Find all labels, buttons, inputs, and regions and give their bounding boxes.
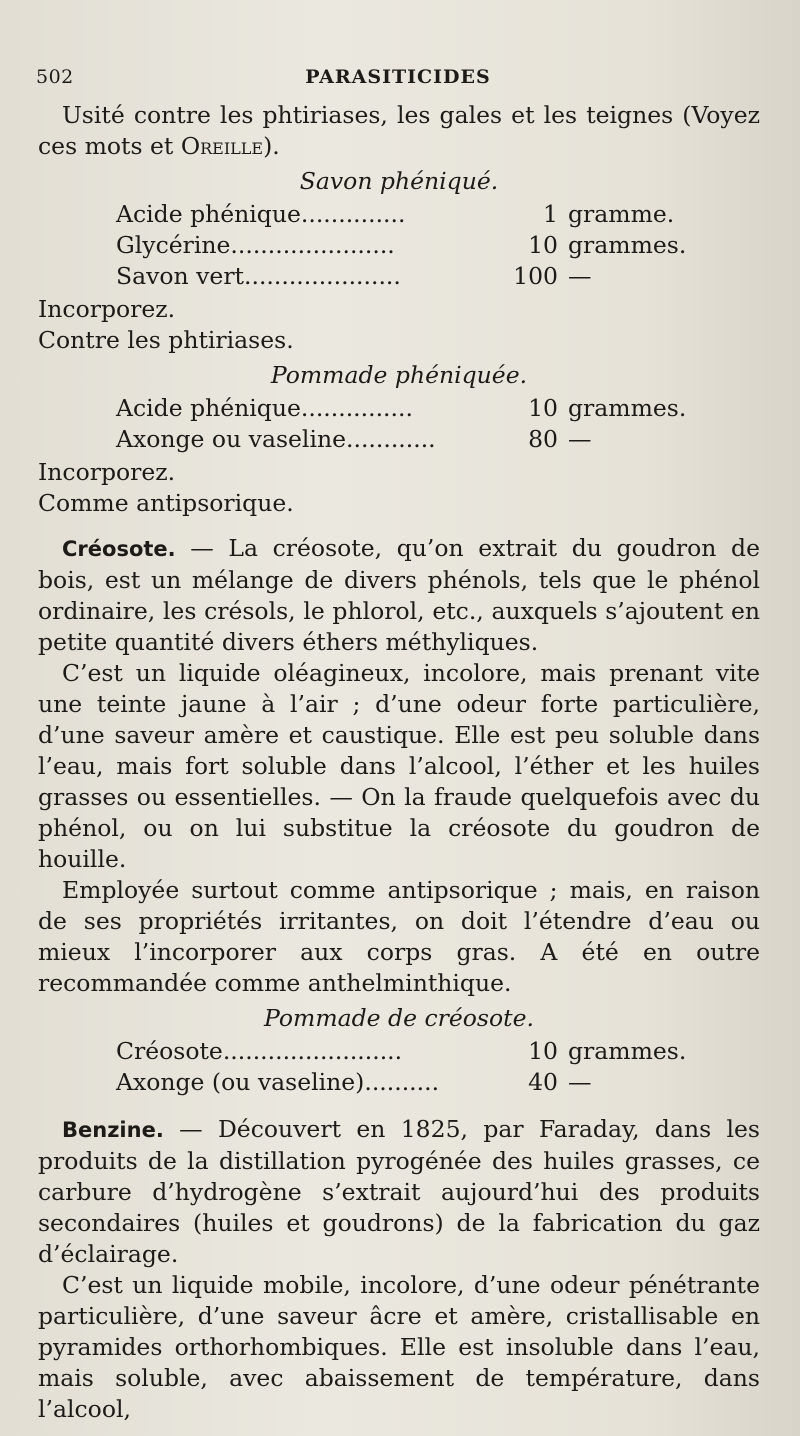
creosote-description: C’est un liquide oléagineux, incolore, mais prenant vite une teinte jaune à l’air ; d’une odeur forte particulière, d’une saveur amère et caustique. Elle est peu soluble dans l’eau, mais fort soluble dans l’alcool, l’éther et les huiles grasses ou essentielles. — On la fraude quelquefois avec du phénol, ou on lui substitue la créosote du goudron de houille. [38,659,760,873]
cross-reference: Oreille [180,132,264,160]
ingredient-row: Axonge (ou vaseline).......... 40 — [116,1068,592,1096]
benzine-description: C’est un liquide mobile, incolore, d’une odeur pénétrante particulière, d’une saveur âcre et amère, cristallisable en pyramides orthorhombiques. Elle est insoluble dans l’eau, mais soluble, avec abaissement de température, dans l’alcool, [38,1271,760,1423]
recipe-pommade-creosote [38,1036,760,1098]
recipe-title-creosote: Pommade de créosote. [264,1004,534,1032]
ingredient-row: Axonge ou vaseline............ 80 — [116,425,592,453]
entry-term: Créosote. [62,537,176,561]
ingredient-row: Créosote........................ 10 grammes. [116,1037,687,1065]
recipe-pommade-phenique [38,393,760,455]
page-header [36,66,760,94]
creosote-usage: Employée surtout comme antipsorique ; mais, en raison de ses propriétés irritantes, on doit l’étendre d’eau ou mieux l’incorporer aux corps gras. A été en outre recommandée comme anthelminthique. [38,876,760,997]
ingredient-row: Savon vert..................... 100 — [116,262,592,290]
recipe-note: Incorporez. [38,458,176,486]
recipe-note: Contre les phtiriases. [38,326,294,354]
recipe-note: Incorporez. [38,295,176,323]
recipe-title-pommade-phenique: Pommade phéniquée. [270,361,528,389]
ingredient-row: Acide phénique............... 10 grammes. [116,394,687,422]
running-title: PARASITICIDES [305,66,491,88]
intro-paragraph: Usité contre les phtiriases, les gales et les teignes (Voyez ces mots et Oreille). [38,101,760,160]
recipe-title-savon: Savon phéniqué. [299,167,499,195]
ingredient-row: Glycérine...................... 10 grammes. [116,231,687,259]
page-body [38,100,760,1425]
entry-term: Benzine. [62,1118,164,1142]
recipe-note: Comme antipsorique. [38,489,294,517]
ingredient-row: Acide phénique.............. 1 gramme. [116,200,675,228]
page-number: 502 [36,66,74,88]
recipe-savon-phenique [38,199,760,292]
benzine-paragraph: Benzine. — Découvert en 1825, par Faraday, dans les produits de la distillation pyrogénée des huiles grasses, ce carbure d’hydrogène s’extrait aujourd’hui des produits secondaires (huiles et goudrons) de la fabrication du gaz d’éclairage. [38,1115,760,1268]
creosote-paragraph: Créosote. — La créosote, qu’on extrait du goudron de bois, est un mélange de divers phénols, tels que le phénol ordinaire, les crésols, le phlorol, etc., auxquels s’ajoutent en petite quantité divers éthers méthyliques. [38,534,760,656]
